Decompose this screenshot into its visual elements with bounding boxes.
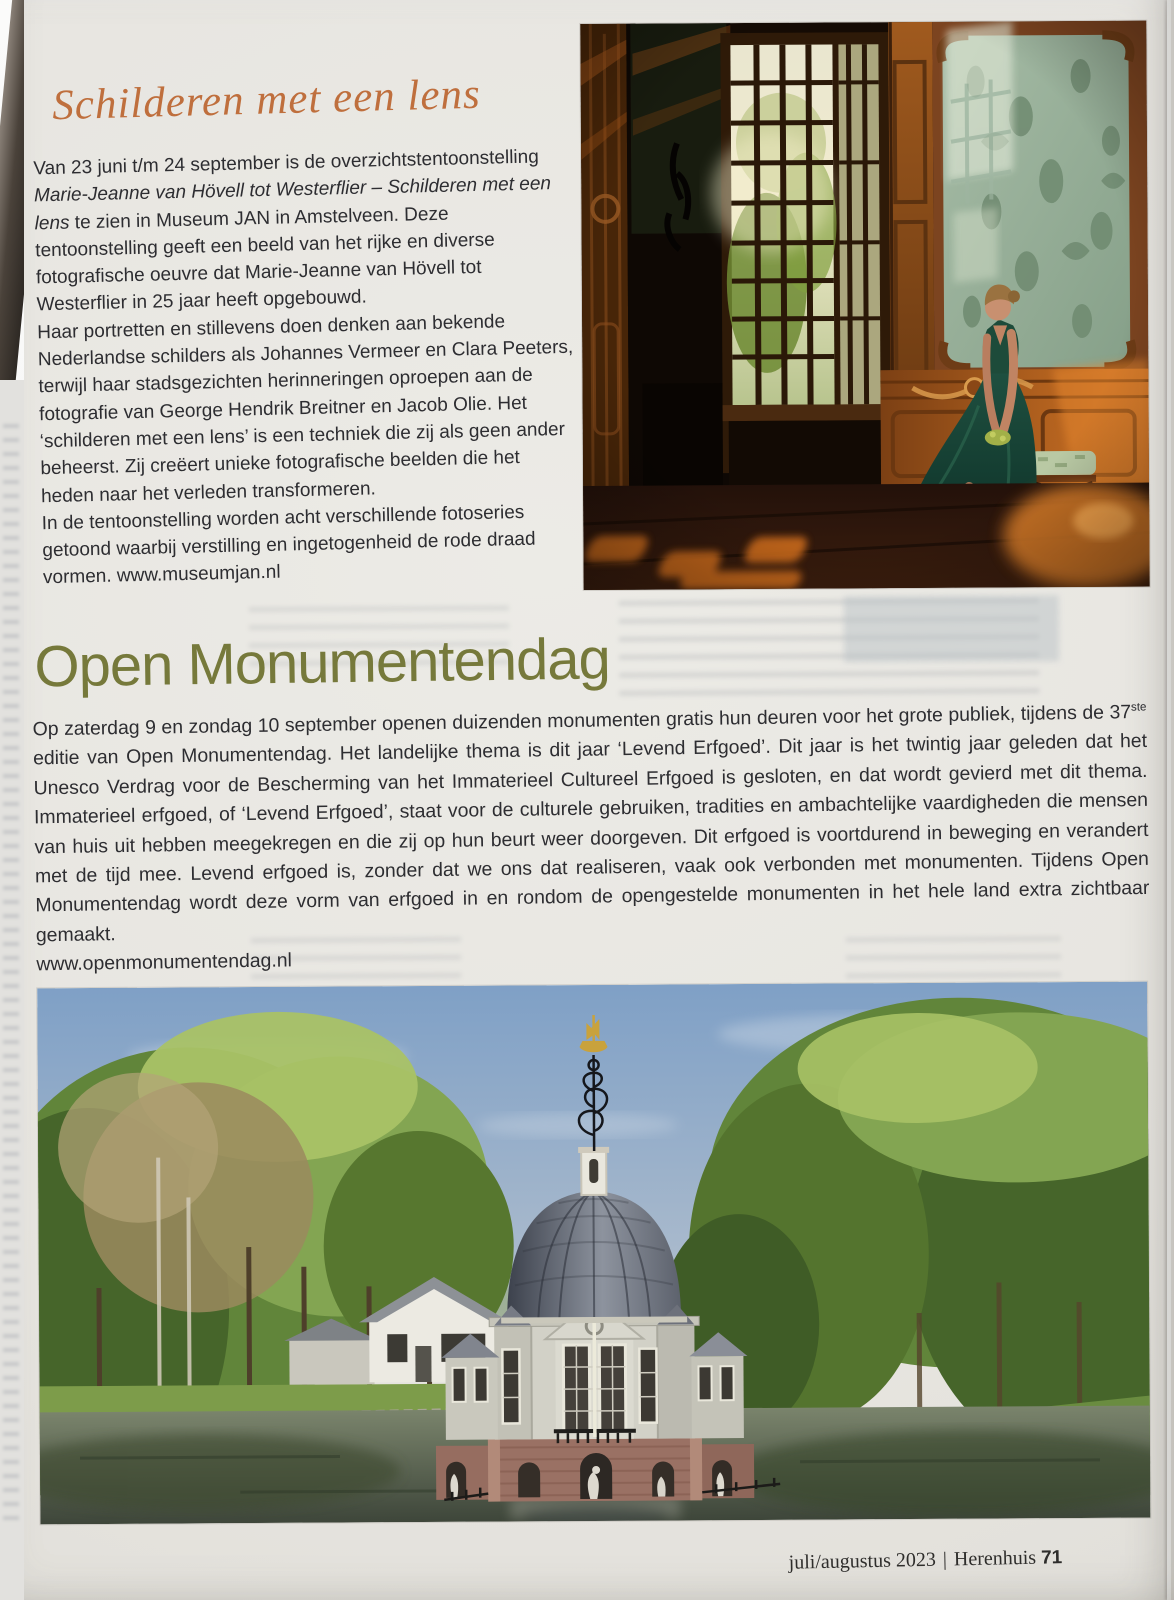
openmonumentendag-url: www.openmonumentendag.nl bbox=[36, 949, 293, 976]
article-lens-paragraph-2: Haar portretten en stillevens doen denken aan bekende Nederlandse schilders als Johannes Vermeer en Clara Peeters, terwijl haar stadsgezichten herinneringen oproepen aan de fotografie van George Hendrik Breitner en Jacob Olie. Het ‘schilderen met een lens’ is een techniek die zij als geen ander beheerst. Zij creëert unieke fotografische beelden die het heden naar het verleden transformeren. bbox=[36, 311, 574, 507]
monument-photo bbox=[37, 982, 1150, 1525]
footer-separator: | bbox=[943, 1548, 948, 1571]
lens-p1-post: te zien in Museum JAN in Amstelveen. Deze tentoonstelling geeft een beeld van het rijke en diverse fotografische oeuvre dat Marie-Jeanne van Hövell tot Westerflier in 25 jaar heeft opgebouwd. bbox=[35, 203, 495, 316]
ordinal-superscript: ste bbox=[1130, 700, 1147, 714]
article-lens-paragraph-1 bbox=[33, 143, 574, 319]
monument-photo-art bbox=[37, 982, 1150, 1525]
footer-page-number: 71 bbox=[1041, 1547, 1063, 1569]
mon-p1-pre: Op zaterdag 9 en zondag 10 september openen duizenden monumenten gratis hun deuren voor het grote publiek, tijdens de 37 bbox=[32, 701, 1132, 741]
mon-p1-post: editie van Open Monumentendag. Het landelijke thema is dit jaar ‘Levend Erfgoed’. Dit jaar is het twintig jaar geleden dat het Unesco Verdrag voor de Bescherming van het Immaterieel Cultureel Erfgoed is gesloten, en dat wordt gevierd met dit thema. Immaterieel erfgoed, of ‘Levend Erfgoed’, staat voor de culturele gebruiken, tradities en ambachtelijke vaardigheden die mensen van huis uit hebben meegekregen en die zij op hun beurt weer doorgeven. Dit erfgoed is voortdurend in beweging en verandert met de tijd mee. Levend erfgoed is, zonder dat we ons dat realiseren, vaak ook verbonden met monumenten. Tijdens Open Monumentendag wordt deze vorm van erfgoed in en rondom de opengestelde monumenten in het hele land extra zichtbaar gemaakt. bbox=[32, 730, 1150, 947]
monumentendag-paragraph bbox=[32, 698, 1150, 951]
interior-photo-art bbox=[580, 21, 1149, 590]
lens-p3-pre: In de tentoonstelling worden acht verschillende fotoseries getoond waarbij verstilling en ingetogenheid de rode draad vormen. bbox=[41, 501, 536, 589]
showthrough-patch bbox=[844, 595, 1059, 662]
article-lens-paragraph-3 bbox=[41, 497, 580, 592]
article-lens-body bbox=[33, 143, 580, 592]
footer-issue: juli/augustus 2023 bbox=[788, 1548, 937, 1574]
article-monumentendag-body bbox=[32, 698, 1150, 980]
page-footer bbox=[789, 1546, 1063, 1574]
interior-photo bbox=[580, 21, 1149, 590]
lens-p1-pre: Van 23 juni t/m 24 september is de overzichtstentoonstelling bbox=[33, 146, 540, 180]
lens-p1-exhibition-name: Marie-Jeanne van Hövell tot Westerflier – Schilderen met een lens bbox=[33, 173, 552, 234]
footer-magazine-name: Herenhuis bbox=[954, 1546, 1037, 1571]
article-lens-title: Schilderen met een lens bbox=[51, 70, 482, 130]
museumjan-url: www.museumjan.nl bbox=[116, 562, 281, 587]
article-monumentendag-title: Open Monumentendag bbox=[33, 626, 611, 700]
